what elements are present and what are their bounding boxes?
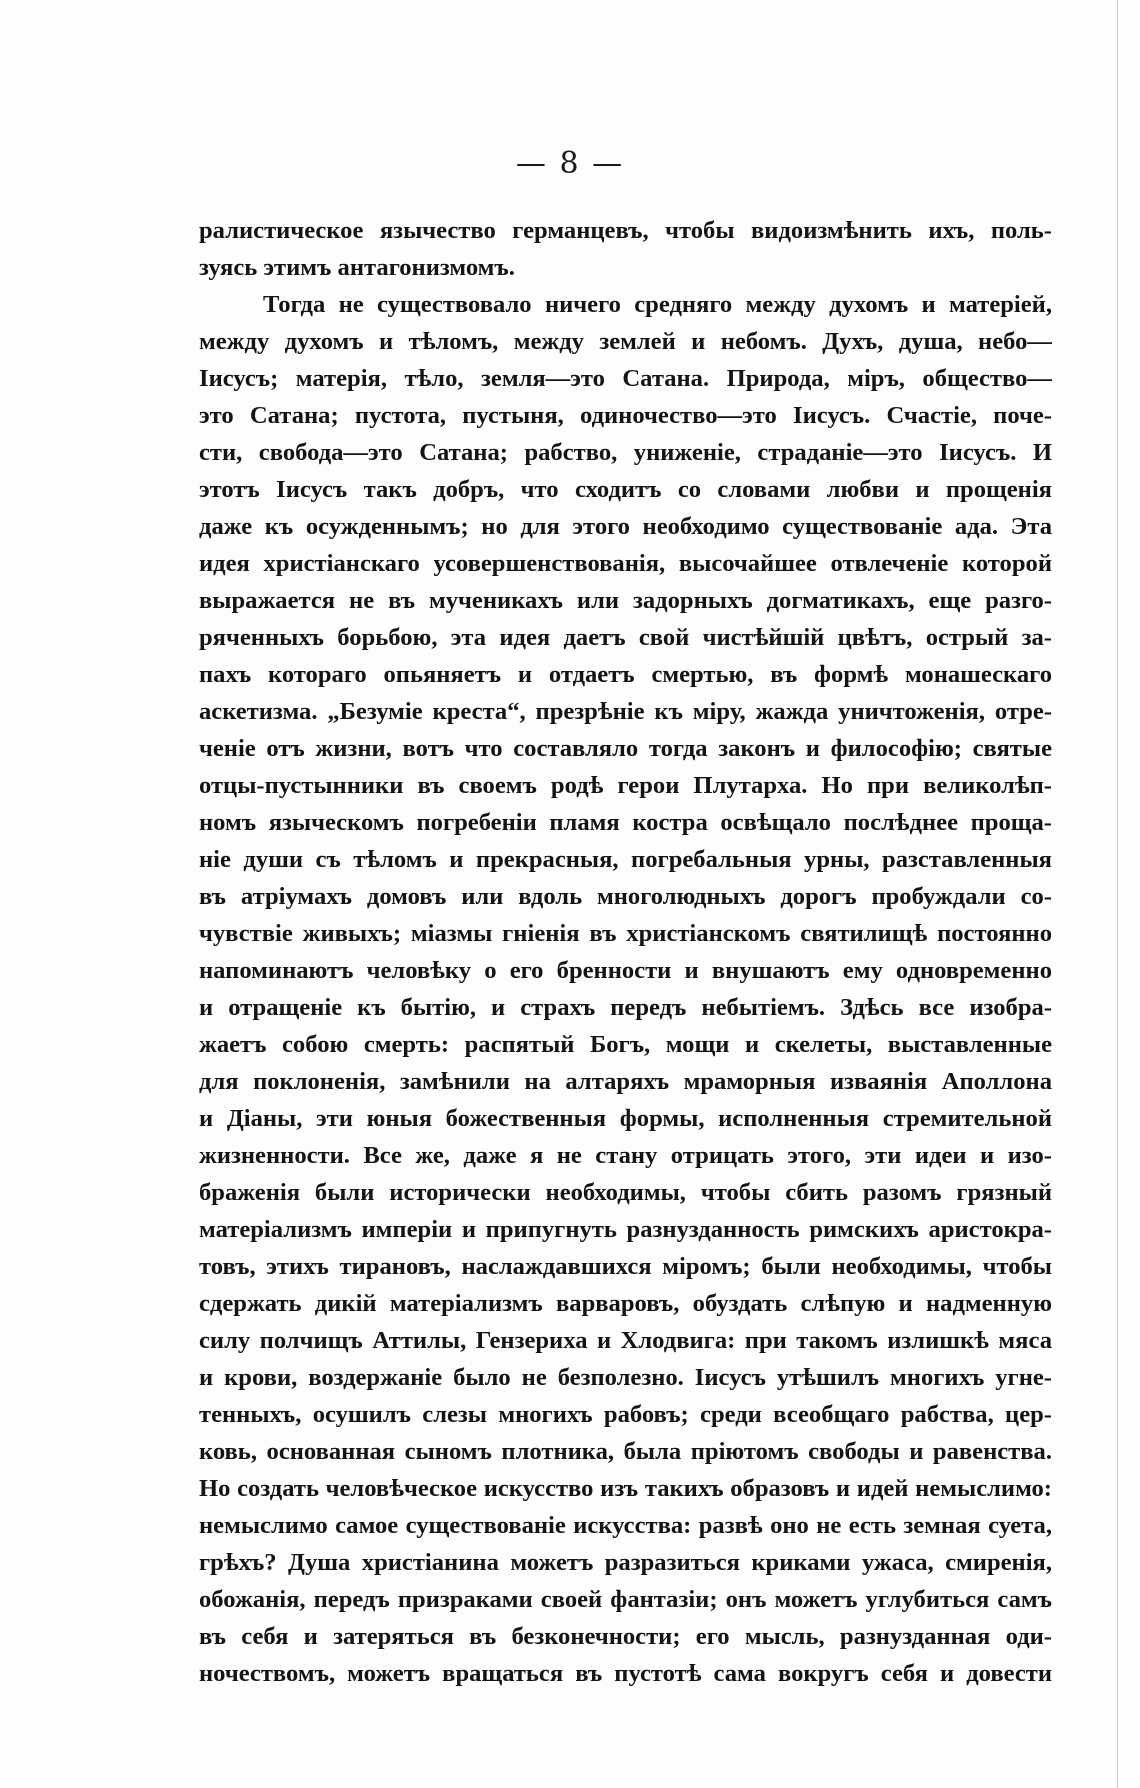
text-line: ралистическое язычество германцевъ, чтобы видоизмѣнить ихъ, поль- (199, 217, 1052, 244)
text-line: матеріализмъ имперіи и припугнуть разнузданность римскихъ аристокра- (199, 1216, 1052, 1243)
text-line: и отращеніе къ бытію, и страхъ передъ небытіемъ. Здѣсь все изобра- (199, 994, 1052, 1021)
text-line: ніе души съ тѣломъ и прекрасныя, погребальныя урны, разставленныя (199, 846, 1052, 873)
text-line: отцы-пустынники въ своемъ родѣ герои Плутарха. Но при великолѣп- (199, 772, 1052, 799)
text-line: сти, свобода—это Сатана; рабство, униженіе, страданіе—это Іисусъ. И (199, 439, 1052, 466)
text-line: чувствіе живыхъ; міазмы гніенія въ христіанскомъ святилищѣ постоянно (199, 920, 1052, 947)
text-line: зуясь этимъ антагонизмомъ. (199, 254, 515, 281)
text-line: и крови, воздержаніе было не безполезно. Іисусъ утѣшилъ многихъ угне- (199, 1364, 1052, 1391)
text-line: идея христіанскаго усовершенствованія, высочайшее отвлеченіе которой (199, 550, 1052, 577)
text-line: въ атріумахъ домовъ или вдоль многолюдныхъ дорогъ пробуждали со- (199, 883, 1052, 910)
text-line: этотъ Іисусъ такъ добръ, что сходитъ со словами любви и прощенія (199, 476, 1052, 503)
text-line: Іисусъ; матерія, тѣло, земля—это Сатана. Природа, міръ, общество— (199, 365, 1052, 392)
text-line: жизненности. Все же, даже я не стану отрицать этого, эти идеи и изо- (199, 1142, 1052, 1169)
body-text (199, 212, 1052, 1692)
text-line: ряченныхъ борьбою, эта идея даетъ свой чистѣйшій цвѣтъ, острый за- (199, 624, 1052, 651)
text-line: силу полчищъ Аттилы, Гензериха и Хлодвига: при такомъ излишкѣ мяса (199, 1327, 1052, 1354)
text-line: номъ языческомъ погребеніи пламя костра освѣщало послѣднее проща- (199, 809, 1052, 836)
text-line: Но создать человѣческое искусство изъ такихъ образовъ и идей немыслимо: (199, 1475, 1052, 1502)
text-line: это Сатана; пустота, пустыня, одиночество—это Іисусъ. Счастіе, поче- (199, 402, 1052, 429)
text-line: сдержать дикій матеріализмъ варваровъ, обуздать слѣпую и надменную (199, 1290, 1052, 1317)
scan-edge-line (1117, 0, 1118, 1788)
text-line: для поклоненія, замѣнили на алтаряхъ мраморныя изваянія Аполлона (199, 1068, 1052, 1095)
text-line: пахъ котораго опьяняетъ и отдаетъ смертью, въ формѣ монашескаго (199, 661, 1052, 688)
text-line: выражается не въ мученикахъ или задорныхъ догматикахъ, еще разго- (199, 587, 1052, 614)
text-line: обожанія, передъ призраками своей фантазіи; онъ можетъ углубиться самъ (199, 1586, 1052, 1613)
text-line: въ себя и затеряться въ безконечности; его мысль, разнузданная оди- (199, 1623, 1052, 1650)
text-line: даже къ осужденнымъ; но для этого необходимо существованіе ада. Эта (199, 513, 1052, 540)
text-line: ночествомъ, можетъ вращаться въ пустотѣ сама вокругъ себя и довести (199, 1660, 1052, 1687)
text-line: тенныхъ, осушилъ слезы многихъ рабовъ; среди всеобщаго рабства, цер- (199, 1401, 1052, 1428)
text-line: жаетъ собою смерть: распятый Богъ, мощи и скелеты, выставленные (199, 1031, 1052, 1058)
text-line: грѣхъ? Душа христіанина можетъ разразиться криками ужаса, смиренія, (199, 1549, 1052, 1576)
text-line: браженія были исторически необходимы, чтобы сбить разомъ грязный (199, 1179, 1052, 1206)
text-line: аскетизма. „Безуміе креста“, презрѣніе къ міру, жажда уничтоженія, отре- (199, 698, 1052, 725)
text-line: и Діаны, эти юныя божественныя формы, исполненныя стремительной (199, 1105, 1052, 1132)
page-number: — 8 — (515, 146, 625, 181)
text-line: товъ, этихъ тирановъ, наслаждавшихся міромъ; были необходимы, чтобы (199, 1253, 1052, 1280)
text-line: напоминаютъ человѣку о его бренности и внушаютъ ему одновременно (199, 957, 1052, 984)
text-line: ковь, основанная сыномъ плотника, была пріютомъ свободы и равенства. (199, 1438, 1052, 1465)
text-line: Тогда не существовало ничего средняго между духомъ и матеріей, (263, 291, 1052, 318)
text-line: между духомъ и тѣломъ, между землей и небомъ. Духъ, душа, небо— (199, 328, 1052, 355)
text-line: немыслимо самое существованіе искусства: развѣ оно не есть земная суета, (199, 1512, 1052, 1539)
text-line: ченіе отъ жизни, вотъ что составляло тогда законъ и философію; святые (199, 735, 1052, 762)
